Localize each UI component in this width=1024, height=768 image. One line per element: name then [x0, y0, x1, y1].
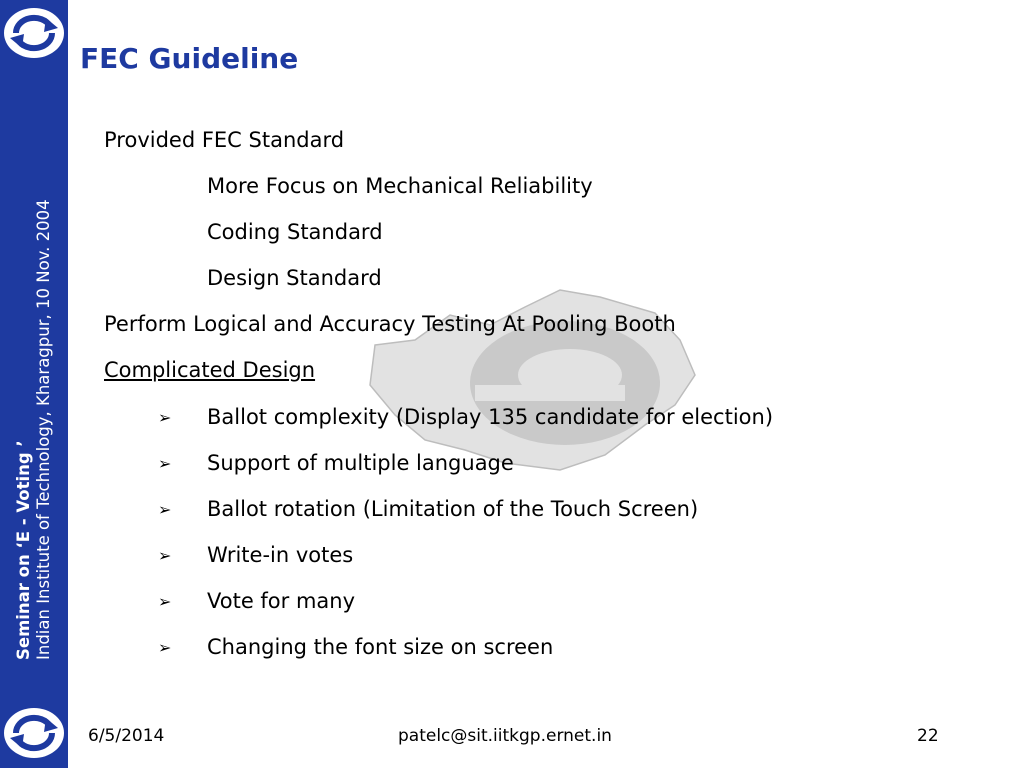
- arrow-bullet-icon: ➢: [158, 546, 172, 565]
- list-item: Design Standard: [207, 266, 382, 290]
- seminar-title: Seminar on ‘E - Voting ’: [14, 440, 33, 660]
- bullet-item: Ballot rotation (Limitation of the Touch Screen): [207, 497, 699, 521]
- institute-line: Indian Institute of Technology, Kharagpur, 10 Nov. 2004: [34, 199, 53, 660]
- list-item: More Focus on Mechanical Reliability: [207, 174, 593, 198]
- refresh-arrows-logo-icon: [2, 706, 66, 760]
- arrow-bullet-icon: ➢: [158, 408, 172, 427]
- footer-date: 6/5/2014: [88, 726, 165, 746]
- footer-email: patelc@sit.iitkgp.ernet.in: [398, 726, 612, 746]
- bullet-item: Vote for many: [207, 589, 356, 613]
- arrow-bullet-icon: ➢: [158, 592, 172, 611]
- arrow-bullet-icon: ➢: [158, 500, 172, 519]
- slide-title: FEC Guideline: [80, 42, 299, 75]
- list-item: Provided FEC Standard: [104, 128, 345, 152]
- list-item: Coding Standard: [207, 220, 383, 244]
- page-number: 22: [917, 726, 939, 746]
- bullet-item: Changing the font size on screen: [207, 635, 554, 659]
- arrow-bullet-icon: ➢: [158, 454, 172, 473]
- arrow-bullet-icon: ➢: [158, 638, 172, 657]
- bullet-item: Write-in votes: [207, 543, 354, 567]
- list-item: Complicated Design: [104, 358, 316, 382]
- list-item: Perform Logical and Accuracy Testing At Pooling Booth: [104, 312, 676, 336]
- bullet-item: Ballot complexity (Display 135 candidate for election): [207, 405, 774, 429]
- bullet-item: Support of multiple language: [207, 451, 514, 475]
